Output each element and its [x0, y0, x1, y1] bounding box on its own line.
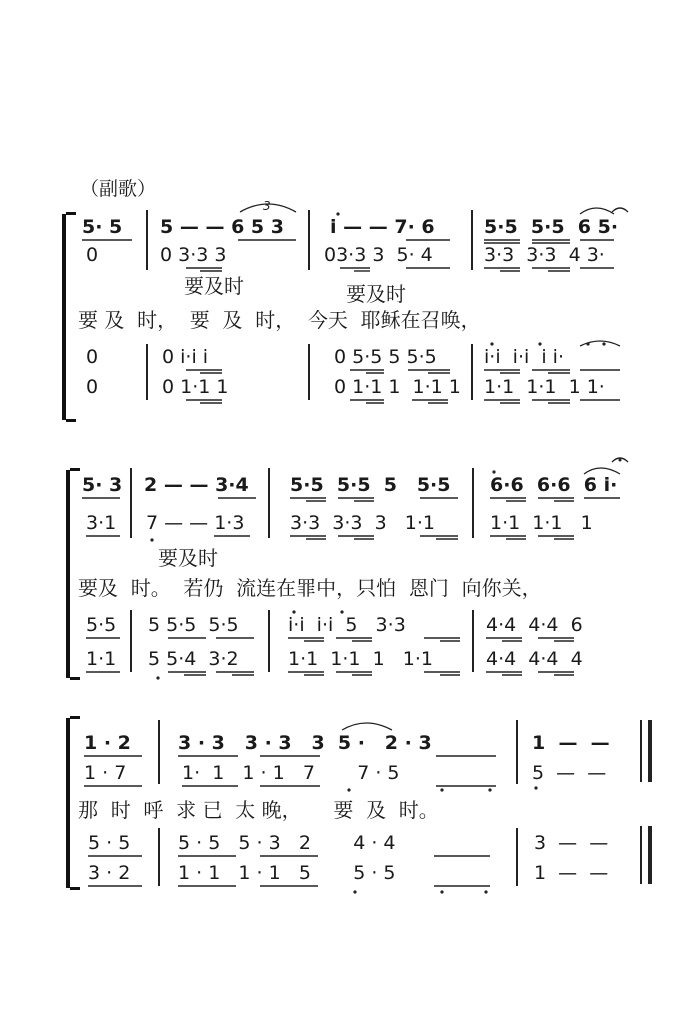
soprano-measure-1: 1 · 2 — [84, 732, 131, 754]
alto-measure-3: 3·3 3·3 3 1·1 — [290, 512, 436, 534]
soprano-measure-2: 5 — — 6 5 3 — [160, 216, 284, 238]
bass-measure-1: 1·1 — [86, 648, 117, 670]
alto-measure-3: 03·3 3 5· 4 — [324, 244, 433, 266]
triplet-number: 3 — [263, 199, 271, 213]
bass-measure-1: 0 — [86, 376, 99, 398]
lyrics-line: 那 时 呼 求 已 太 晚， 要 及 时。 — [78, 798, 439, 822]
slur — [612, 208, 628, 212]
soprano-measure-2: 3 · 3 3 · 3 3 5 · 2 · 3 — [178, 732, 432, 754]
bass-measure-4: 1·1 1·1 1 1· — [484, 376, 605, 398]
tenor-measure-4: 4·4 4·4 6 — [486, 614, 583, 636]
alto-measure-4: 3·3 3·3 4 3· — [484, 244, 605, 266]
bass-measure-4: 4·4 4·4 4 — [486, 648, 583, 670]
soprano-measure-4: 5·5 5·5 6 5· — [484, 216, 619, 238]
cue-lyric: 要及时 — [158, 546, 218, 570]
tenor-measure-3: 3 — — — [534, 832, 609, 854]
alto-measure-3: 5 — — — [532, 762, 607, 784]
tenor-measure-2: 5 5·5 5·5 — [148, 614, 239, 636]
alto-measure-2: 0 3·3 3 — [160, 244, 227, 266]
slur — [342, 723, 392, 730]
cue-lyric: 要及时 — [184, 274, 244, 298]
bass-measure-2: 1 · 1 1 · 1 5 5 · 5 — [178, 862, 396, 884]
tenor-measure-1: 5 · 5 — [88, 832, 131, 854]
tenor-measure-2: 0 i·i i — [162, 346, 209, 368]
tenor-measure-3: i·i i·i 5 3·3 — [288, 614, 406, 636]
bass-measure-2: 0 1·1 1 — [162, 376, 229, 398]
cue-lyric: 要及时 — [346, 282, 406, 306]
lyrics-line: 要及 时。 若仍 流连在罪中，只怕 恩门 向你关， — [78, 576, 542, 600]
alto-measure-2: 7 — — 1·3 — [146, 512, 245, 534]
alto-measure-1: 1 · 7 — [84, 762, 127, 784]
lyrics-line: 要 及 时， 要 及 时， 今天 耶稣在召唤， — [78, 308, 481, 332]
bass-measure-2: 5 5·4 3·2 — [148, 648, 239, 670]
tenor-measure-1: 0 — [86, 346, 99, 368]
slur — [580, 341, 620, 346]
soprano-measure-1: 5· 5 — [82, 216, 123, 238]
soprano-measure-2: 2 — — 3·4 — [144, 474, 249, 496]
bass-measure-1: 3 · 2 — [88, 862, 131, 884]
soprano-measure-3: 5·5 5·5 5 5·5 — [290, 474, 451, 496]
alto-measure-1: 3·1 — [86, 512, 117, 534]
alto-measure-2: 1· 1 1 · 1 7 7 · 5 — [182, 762, 400, 784]
tenor-measure-2: 5 · 5 5 · 3 2 4 · 4 — [178, 832, 396, 854]
bass-measure-3: 0 1·1 1 1·1 1 — [334, 376, 461, 398]
tenor-measure-4: i·i i·i i i· — [484, 346, 564, 368]
soprano-measure-4: 6·6 6·6 6 i· — [490, 474, 618, 496]
tenor-measure-1: 5·5 — [86, 614, 117, 636]
bass-measure-3: 1·1 1·1 1 1·1 — [288, 648, 434, 670]
fermata-dot — [619, 459, 622, 462]
soprano-measure-3: i — — 7· 6 — [330, 216, 435, 238]
section-label: （副歌） — [80, 178, 157, 200]
slur — [584, 468, 620, 474]
tenor-measure-3: 0 5·5 5 5·5 — [334, 346, 437, 368]
bass-measure-3: 1 — — — [534, 862, 609, 884]
soprano-measure-3: 1 — — — [532, 732, 610, 754]
slur — [580, 208, 614, 214]
alto-measure-1: 0 — [86, 244, 99, 266]
alto-measure-4: 1·1 1·1 1 — [490, 512, 593, 534]
soprano-measure-1: 5· 3 — [82, 474, 123, 496]
